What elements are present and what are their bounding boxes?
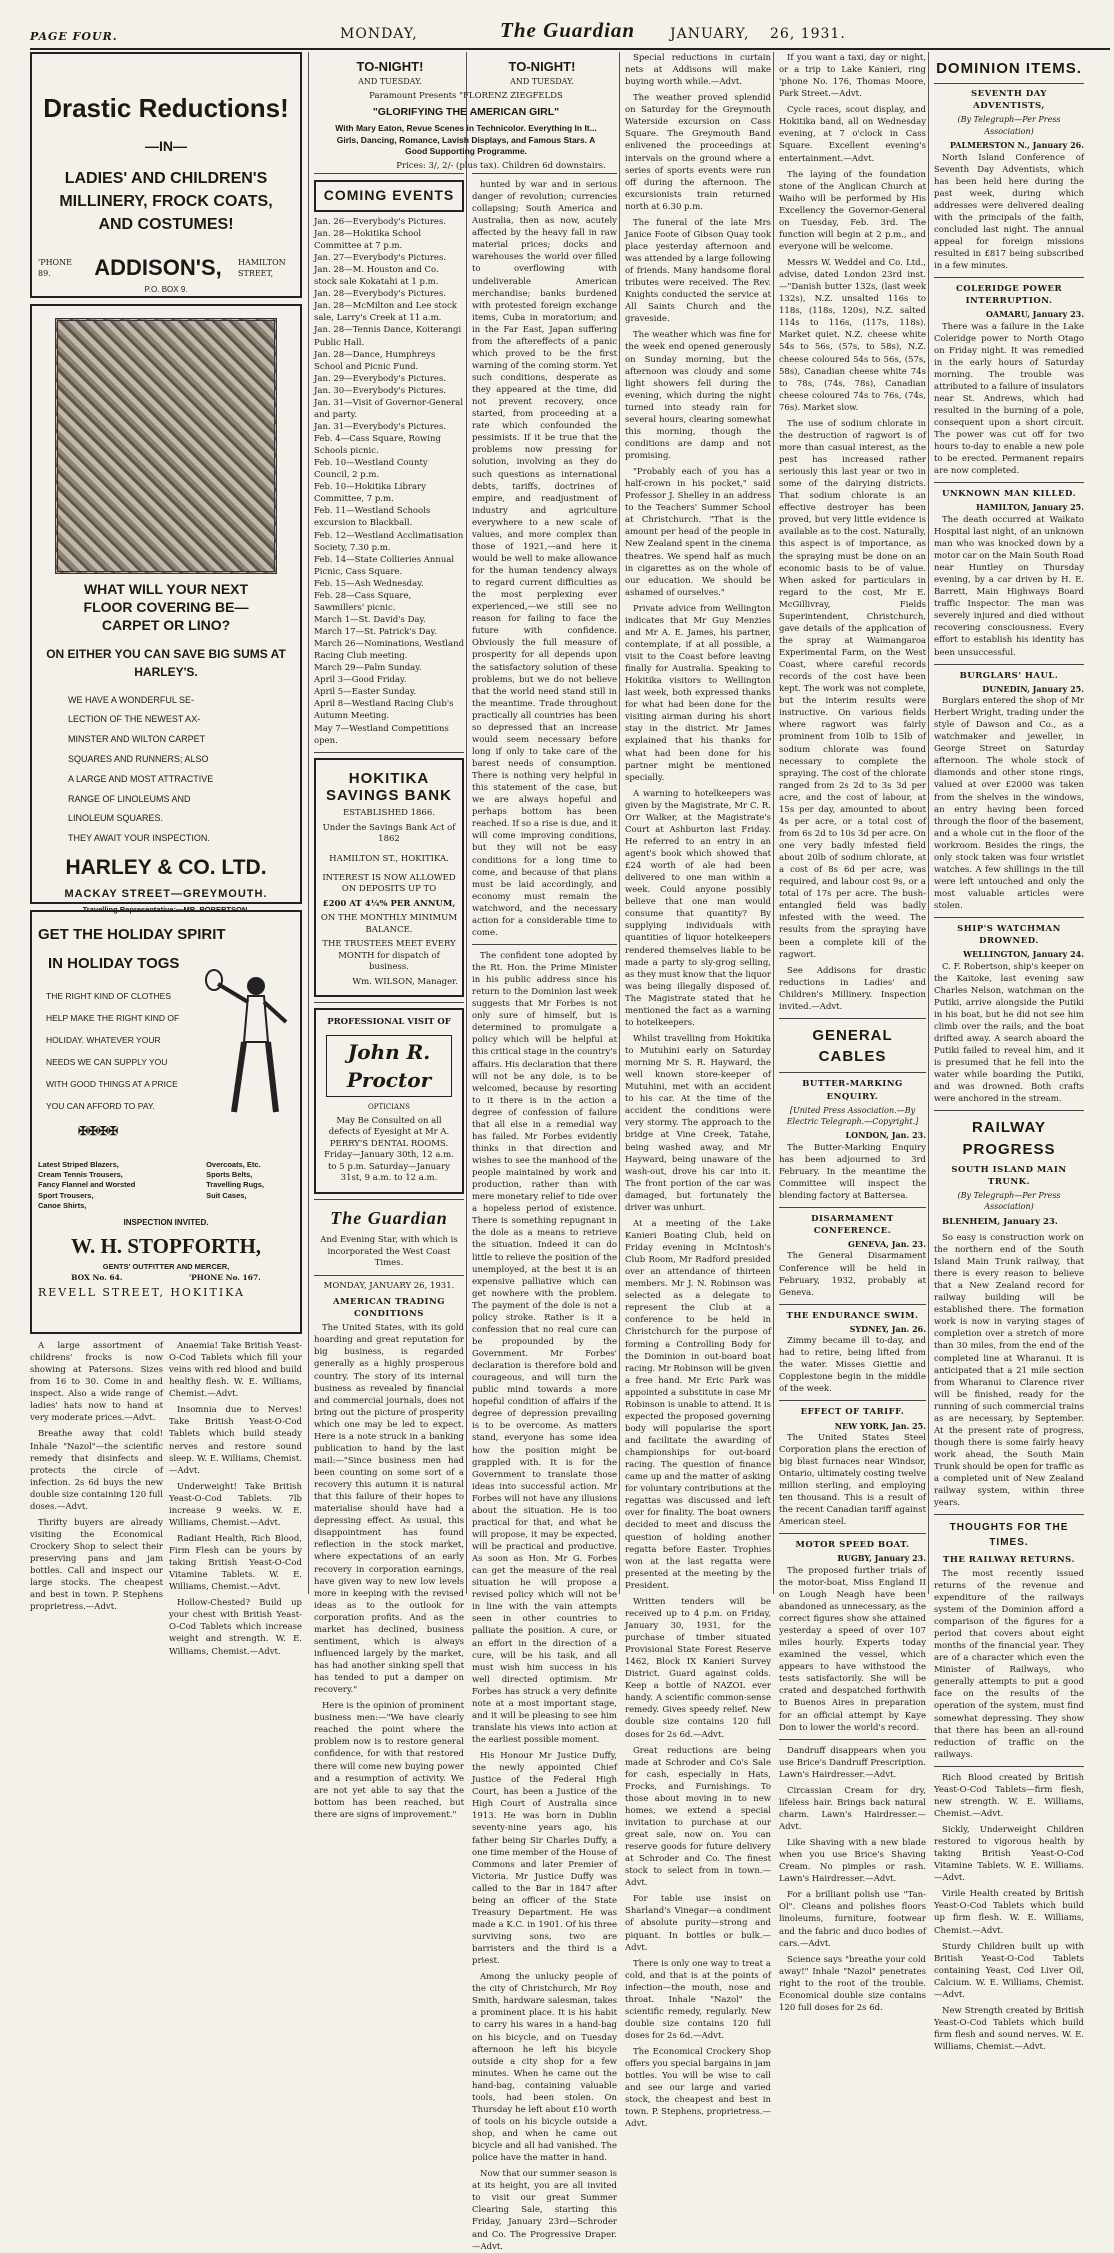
addisons-phone: 'PHONE 89. [38,257,72,278]
small-advert: Science says "breathe your cold away!" Inhale "Nazol" penetrates right to the root of the trouble. Economical double size contains 120 full doses for 2s 6d. [779,1954,926,2013]
news-item-dateline: OAMARU, January 23. [985,309,1084,320]
column-rule [773,52,774,1594]
stopforth-contacts [38,1273,294,1284]
bank-established: ESTABLISHED 1866. [343,808,435,819]
event-item: Jan. 26—Everybody's Pictures. [314,216,447,227]
event-item: March 29—Palm Sunday. [314,663,422,674]
harley-name: HARLEY & CO. LTD. [65,855,267,879]
stopforth-list-item: Suit Cases, [206,1190,247,1200]
column-local-news [625,52,771,2130]
news-item-text: C. F. Robertson, ship's keeper on the Kaitoke, last evening saw Charles Nelson, watchman on the Putiki, arrive alongside the Putiki in his boat, but he did not see him climb over the rails, and the boat drifted away. A search aboard the Putiki failed to reveal him, and it is presumed that he fell into the water while boarding the Putiki, and was drowned. Both crafts were anchored in the stream. [934,961,1084,1105]
small-advert: Dandruff disappears when you use Brice's Dandruff Prescription. Lawn's Hairdresser.—Advt. [779,1745,926,1780]
tonight-right: TO-NIGHT! [508,59,576,74]
col6-advts [934,1772,1084,2053]
tonight-prices: Prices: 3/, 2/- (plus tax). Children 6d downstairs. [396,160,606,171]
small-advert: For a brilliant polish use "Tan-Ol". Cleans and polishes floors linoleums, furniture, footwear and the fabric and duco bodies of cars.—Advt. [779,1890,926,1949]
tonight-heads [314,58,618,76]
event-item: Jan. 28—McMilton and Lee stock sale, Larry's Creek at 11 a.m. [314,301,457,324]
small-advert: Insomnia due to Nerves! Take British Yeast-O-Cod Tablets which build steady nerves and restore sound sleep. W. E. Williams, Chemist.—Advt. [169,1405,302,1476]
small-adverts-left [30,1340,163,1662]
news-item-dateline: NEW YORK, Jan. 25. [834,1420,926,1431]
news-item-head: EFFECT OF TARIFF. [800,1407,905,1418]
stopforth-h1: GET THE HOLIDAY SPIRIT [38,926,226,943]
railway-title: RAILWAY PROGRESS [962,1119,1056,1158]
event-item: Feb. 14—State Collieries Annual Picnic, Cass Square. [314,554,455,577]
leader-para: The United States, with its gold hoarding and great reputation for big business, is regarded generally as a highly prosperous country. The story of its internal business as revealed by financial and commercial journals, does not bring out the picture of prosperity which one may be led to expect. Here is a note struck in a banking publication to hand by the last mail:—"Since business men had been counting on some sort of a recovery this autumn it is natural that this failure of their hopes to materialise should have had a depressing effect. As usual, this disappointment has found reflection in the stock market, where expectations of an early recovery in corporation earnings, have given way to new low levels more in keeping with the revised ideas as to the outlook for corporation profits. And as the market has declined, business sentiment, which is always influenced largely by the market, has had another sinking spell that has tended to put a damper on recovery." [314,1323,464,1696]
harley-line: LECTION OF THE NEWEST AX- [68,714,201,725]
thoughts-title: THOUGHTS FOR THE TIMES. [949,1522,1069,1548]
stopforth-list-item: Overcoats, Etc. [206,1160,261,1170]
stopforth-phone: 'PHONE No. 167. [188,1272,261,1282]
events-list [314,216,464,747]
event-item: Feb. 10—Westland County Council, 2 p.m. [314,458,428,481]
small-advert: Underweight! Take British Yeast-O-Cod Tablets. 7lb increase 9 weeks. W. E. Williams, Chemist.—Advt. [169,1481,302,1528]
proctor-sub: OPTICIANS [368,1103,410,1112]
harley-line: RANGE OF LINOLEUMS AND [68,793,191,804]
harley-line: WE HAVE A WONDERFUL SE- [68,694,195,705]
event-item: March 1—St. David's Day. [314,614,426,625]
news-para: See Addisons for drastic reductions in Ladies' and Children's Millinery. Inspection invited.—Advt. [779,965,926,1012]
harley-line: SQUARES AND RUNNERS; ALSO [68,753,209,764]
railway-sub: SOUTH ISLAND MAIN TRUNK. [951,1164,1067,1188]
editorial-para: Among the unlucky people of the city of Christchurch, Mr Roy Smith, hardware salesman, takes a prominent place. It is his habit to carry his wares in a hand-bag on his bicycle, and on Tuesday afternoon he left his bicycle outside a city shop for a few minutes. When he came out the hand-bag, containing valuable tools, had been stolen. On Thursday he left about £10 worth of tools on his bicycle outside a shop, and when he came out bicycle and all had vanished. The police have the matter in hand. [472,1972,617,2164]
stopforth-name: W. H. STOPFORTH, [70,1234,262,1259]
stopforth-list-item: Sport Trousers, [38,1190,94,1200]
event-item: Jan. 29—Everybody's Pictures. [314,373,447,384]
small-advert: Breathe away that cold! Inhale "Nazol"—the scientific remedy that disinfects and protects the circle of infection. 2s 6d buys the new double size containing 120 full doses.—Advt. [30,1429,163,1512]
harley-lines [38,691,294,849]
proctor-advert [314,1008,464,1194]
local-news-para: The weather proved splendid on Saturday for the Greymouth Waterside excursion on Cass Square. The Greymouth Band enlivened the proceedings at intervals on the ground where a series of sports events were run off during the afternoon. The excursionists train returned north at 6.30 p.m. [625,93,771,212]
dominion-credit: (By Telegraph—Per Press Association) [957,115,1061,136]
small-advert: A large assortment of childrens' frocks is now showing at Patersons. Sizes from 16 to 30. Come in and inspect. Also a wide range of ladies' hats now to hand at very moderate prices.—Advt. [30,1341,163,1424]
event-item: Jan. 28—Everybody's Pictures. [314,289,447,300]
stopforth-lines [38,985,221,1118]
leader-headline: AMERICAN TRADING CONDITIONS [333,1297,445,1320]
event-item: Jan. 28—Dance, Humphreys School and Picnic Fund. [314,349,436,372]
local-news-para: The funeral of the late Mrs Janice Foote of Gibson Quay took place yesterday afternoon and was attended by a large following of friends. Many handsome floral tributes were received. The Rev. Knights conducted the service at All Saints Church and the graveside. [625,217,771,325]
small-advert: New Strength created by British Yeast-O-Cod Tablets which build firm flesh and sound nerves. W. E. Williams, Chemist.—Advt. [934,2005,1084,2053]
news-item-dateline: GENEVA, Jan. 23. [848,1239,926,1250]
small-advert: Hollow-Chested? Build up your chest with British Yeast-O-Cod Tablets which increase weight and strength. W. E. Williams, Chemist.—Advt. [169,1598,302,1657]
event-item: Jan. 28—M. Houston and Co. stock sale Kokatahi at 1 p.m. [314,265,439,288]
news-item-head: DISARMAMENT CONFERENCE. [811,1213,894,1237]
small-advert-block [30,1340,302,1662]
event-item: Feb. 11—Westland Schools excursion to Blackball. [314,506,431,529]
local-news-para: "Probably each of you has a half-crown in his pocket," said Professor J. Shelley in an address to the Teachers' Summer School at Christchurch. "That is the amount per head of the people in New Zealand spent in the cinema theatres. We spend half as much in cigarettes as on the whole of our education. We should be ashamed of ourselves." [625,467,771,598]
bank-rate: £200 AT 4¼% PER ANNUM, [322,898,456,909]
news-item-dateline: HAMILTON, January 25. [976,502,1084,513]
news-para: Cycle races, scout display, and Hokitika band, all on Wednesday evening, at 7 o'clock in Cass Square. Excellent evening's entertainment.—Advt. [779,105,926,164]
stopforth-line: HOLIDAY. WHATEVER YOUR [46,1034,161,1045]
column-events [314,168,465,1820]
tonight-and-left: AND TUESDAY. [358,77,422,87]
cables-credit: [United Press Association.—By Electric Telegraph.—Copyright.] [786,1105,919,1126]
column-rule [928,52,929,1594]
event-item: Feb. 12—Westland Acclimatisation Society, 7.30 p.m. [314,530,464,553]
harley-line: LINOLEUM SQUARES. [68,813,164,824]
column-rule [308,52,309,1594]
col5-advts [779,1745,926,2014]
returns-text: The most recently issued returns of the revenue and expenditure of the railways system of the Dominion afford a comparison of the figures for a period that covers about eight months of the financial year. They are of a character which even the Minister of Railways, who generally attempts to put a good face on the results of the operation of the system, must find somewhat depressing. They show that there has been an all-round reduction of traffic on the railways. [934,1568,1084,1760]
stopforth-list-item: Latest Striped Blazers, [38,1160,119,1170]
news-item-head: SHIP'S WATCHMAN DROWNED. [957,924,1061,947]
masthead-month: JANUARY, [670,26,750,42]
harley-line: THEY AWAIT YOUR INSPECTION. [68,833,210,844]
stopforth-h2: IN HOLIDAY TOGS [48,955,180,973]
cable-items [779,1130,926,1733]
event-item: April 8—Westland Racing Club's Autumn Meeting. [314,699,454,722]
stopforth-box: BOX No. 64. [71,1272,123,1282]
bank-act: Under the Savings Bank Act of 1862 [322,822,456,845]
event-item: April 5—Easter Sunday. [314,687,417,698]
bank-address: HAMILTON ST., HOKITIKA. [329,853,449,864]
small-advert: Sturdy Children built up with British Yeast-O-Cod Tablets containing Yeast, Cod Liver Oil, Calcium. W. E. Williams, Chemist.—Advt. [934,1941,1084,2000]
news-item-dateline: LONDON, Jan. 23. [845,1130,926,1141]
stopforth-line: NEEDS WE CAN SUPPLY YOU [46,1056,168,1067]
event-item: Jan. 30—Everybody's Pictures. [314,385,447,396]
stopforth-lists [38,1160,294,1211]
news-item-text: The Butter-Marking Enquiry has been adjourned to 3rd February. In the meantime the Committee will inspect the blending factory at Battersea. [779,1142,926,1201]
addisons-street: HAMILTON STREET, [238,257,286,278]
event-item: April 3—Good Friday. [314,675,407,686]
stopforth-invite: INSPECTION INVITED. [123,1217,209,1227]
dominion-title: DOMINION ITEMS. [934,58,1084,84]
addisons-footer [38,252,294,283]
bank-title: HOKITIKA SAVINGS BANK [326,769,452,804]
local-news-para: There is only one way to treat a cold, and that is at the points of infection—the mouth, nose and throat. Inhale "Nazol" the scientific remedy, regularly. New double size contains 120 full doses for 2s 6d.—Advt. [625,1958,771,2041]
tonight-cast: With Mary Eaton, Revue Scenes in Technicolor. Everything In It... Girls, Dancing, Romance, Lavish Displays, and Famous Stars. A Good Supporting Programme. [335,123,597,157]
stopforth-line: WITH GOOD THINGS AT A PRICE [46,1078,178,1089]
tonight-title: "GLORIFYING THE AMERICAN GIRL" [372,106,560,119]
dominion-items [934,140,1084,1105]
stopforth-list-item: Sports Belts, [206,1170,253,1180]
small-advert: Virile Health created by British Yeast-O-Cod Tablets which build up firm flesh. W. E. Williams, Chemist.—Advt. [934,1889,1084,1936]
local-news-para: The Economical Crockery Shop offers you special bargains in jam bottles. You will be wise to call and see our large and varied stock, the cheapest and best in town. P. Stephens, proprietress.—Advt. [625,2047,771,2130]
bank-monthly: ON THE MONTHLY MINIMUM BALANCE. [320,913,458,935]
local-news-para: Whilst travelling from Hokitika to Mutuhini early on Saturday morning Mr S. R. Hayward, the well known store-keeper of Mutuhini, met with an accident to his car. At the time of the accident the conditions were very stormy. The approach to the bridge at Vine Creek, Tatahe, being washed away, and Mr Hayward, being unaware of the wash-out, drove his car into it. The front portion of the car was damaged, but fortunately the driver was unhurt. [625,1033,771,1213]
masthead-date: 26, 1931. [770,26,846,42]
event-item: Jan. 31—Visit of Governor-General and party. [314,397,464,420]
small-advert: Rich Blood created by British Yeast-O-Cod Tablets—firm flesh, new strength. W. E. Williams, Chemist.—Advt. [934,1772,1084,1819]
event-item: March 17—St. Patrick's Day. [314,627,437,637]
news-item-head: THE ENDURANCE SWIM. [786,1310,919,1321]
news-item-dateline: PALMERSTON N., January 26. [949,140,1084,151]
harley-either: ON EITHER YOU CAN SAVE BIG SUMS AT HARLEY'S. [46,646,286,679]
stopforth-list-item: Fancy Flannel and Worsted [38,1180,136,1190]
small-advert: Sickly, Underweight Children restored to vigorous health by taking British Yeast-O-Cod Vitamine Tablets. W. E. Williams.—Advt. [934,1825,1084,1884]
local-news-para: Special reductions in curtain nets at Addisons will make buying worth while.—Advt. [625,53,771,88]
news-para: Messrs W. Weddel and Co. Ltd., advise, dated London 23rd inst.—"Danish butter 132s, (last week 132s), N.Z. unsalted 116s to 118s, (118s, 120s), N.Z. salted 114s to 116s, (117s, 118s). Market quiet. N.Z. cheese white 54s to 56s, (57s, to 58s), N.Z. cheese coloured 54s to 56s, (57s, 58s), Canadian cheese white 74s to 78s, (74s, 78s), Canadian cheese coloured 74s to 76s, (74s, 76s). Market slow. [779,258,926,413]
guardian-sub: And Evening Star, with which is incorporated the West Coast Times. [320,1235,458,1269]
editorial-para: His Honour Mr Justice Duffy, the newly appointed Chief Justice of the Federal High Court, has been a Justice of the High Court of Australia since 1913. He was born in Dublin seventy-nine years ago, his father being Sir Charles Duffy, a one time member of the House of Commons and later Premier of Victoria. Mr Justice Duffy was called to the Bar in 1847 after being an officer of the State Treasury Department. He was made a K.C. in 1901. Of his three surviving sons, two are barristers and the third is a priest. [472,1751,617,1967]
addisons-name: ADDISON'S, [94,255,222,281]
column-editorial [472,168,617,2252]
bank-advert [314,758,464,998]
event-item: Feb. 4—Cass Square, Rowing Schools picnic. [314,434,441,457]
proctor-body: May Be Consulted on all defects of Eyesight at Mr A. PERRY'S DENTAL ROOMS. Friday—January 30th, 12 a.m. to 5 p.m. Saturday—January 31st, 9 a.m. to 12 a.m. [324,1115,454,1184]
event-item: Jan. 28—Hokitika School Committee at 7 p.m. [314,228,422,251]
column-rule [619,52,620,1594]
column-cables [779,52,926,2013]
masthead [30,8,1110,50]
masthead-day: MONDAY, [340,26,418,42]
stopforth-stars: ✠✠✠✠ [78,1124,119,1139]
stopforth-list-item: Canoe Shirts, [38,1200,87,1210]
news-item-dateline: SYDNEY, Jan. 26. [849,1323,926,1334]
local-news-para: Private advice from Wellington indicates that Mr Guy Menzies and Mr A. E. James, his partner, contemplate, if at all possible, a visit to the Coast before leaving finally for Australia. Speaking to Hokitika visitors to Wellington last week, both expressed thanks for what had been done for the visiting airman during his short stay in the district. Mr James explained that his thanks for what had been done for his partner might be mentioned specially. [625,603,771,783]
general-cables-title: GENERAL CABLES [812,1026,893,1066]
local-news-para: Written tenders will be received up to 4 p.m. on Friday, January 30, 1931, for the purchase of timber situated Provisional State Forest Reserve 1462, Block IX Kanieri Survey District. Guard against colds. Keep a bottle of NAZOL ever handy. A scientific common-sense remedy. Gives speedy relief. New double size contains 120 full doses for 2s 6d.—Advt. [625,1596,771,1740]
event-item: May 7—Westland Competitions open. [314,723,449,746]
small-advert: Radiant Health, Rich Blood, Firm Flesh can be yours by taking British Yeast-O-Cod Vitamine Tablets. W. E. Williams, Chemist.—Advt. [169,1533,302,1593]
stopforth-list-left [38,1160,135,1211]
stopforth-advert [30,910,302,1334]
harley-advert [30,304,302,915]
returns-head: THE RAILWAY RETURNS. [943,1554,1075,1565]
news-item-text: North Island Conference of Seventh Day Adventists, which has been held here during the past week, during which addresses were delivered dealing with the principals of the faith, concluded last night. The annual appeal for foreign missions resulted in £817 being subscribed in a few minutes. [934,152,1084,272]
event-item: Feb. 10—Hokitika Library Committee, 7 p.m. [314,482,426,505]
stopforth-street: REVELL STREET, HOKITIKA [38,1286,245,1300]
news-item-head: MOTOR SPEED BOAT. [795,1540,910,1551]
railway-credit: (By Telegraph—Per Press Association) [957,1191,1061,1212]
news-item-text: Zimmy became ill to-day, and had to retire, being lifted from the water. Misses Giettie and Copplestone begin in the middle of the week. [779,1336,926,1395]
editorial-para: The confident tone adopted by the Rt. Hon. the Prime Minister in his public address since his return to the Dominion last week suggests that Mr Forbes is not only sure of himself, but is determined to promulgate a policy which will be helpful at this critical stage in the country's affairs. His declaration that there will not be any dole, is to be welcomed, because by resorting to it there is in the action a degree of confession of failure that all else in a remedial way has failed. Mr Forbes evidently thinks in that direction and wishes to see the manhood of the people maintained by work and production, rather than with mere monetary relief to tide over a hopeless period of existence. There is something repugnant in the dole as a means to retrieve the situation. Indeed it can do little to relieve the position of the unemployed, at the best it is an expensive palliative which can get nowhere with the problem. The payment of the dole is not a policy stroke. Rather is it a confession that no real cure can be propounded by the Government. Mr Forbes' declaration is therefore bold and courageous, and will turn the public mind towards a more hopeful condition of affairs if the degree of depression prevailing is to be overcome. As matters stand, everyone has some idea how the position might be grappled with. It is for the Government to translate those ideas into successful action. Mr Forbes will not have any illusions about the situation. He is too practical for that, and what he will propose, it may be expected, will be practical and productive. As soon as Hon. Mr G. Forbes can get the measure of the real situation he will propose a revised policy which will not be in line with the vain attempts seen in other countries to palliate the position. A cure, or an effort in the direction of a cure, will be his task, and all must wish him success in his well directed optimism. Mr Forbes has struck a very definite note at a most important stage, and it will be pleasing to see him translate his views into action at the earliest possible moment. [472,950,617,1745]
news-item-text: The General Disarmament Conference will be held in February, 1932, probably at Geneva. [779,1251,926,1298]
addisons-advert [30,52,302,298]
addisons-box: P.O. BOX 9. [144,284,188,294]
news-para: The laying of the foundation stone of the Anglican Church at Waiho will be performed by His Excellency the Governor-General on Tuesday, Feb. 3rd. The function will begin at 2 p.m., and everyone will be welcome. [779,169,926,252]
event-item: Jan. 28—Tennis Dance, Koiterangi Public Hall. [314,325,462,348]
news-item-dateline: DUNEDIN, January 25. [982,683,1084,694]
stopforth-list-item: Travelling Rugs, [206,1180,264,1190]
event-item: Feb. 15—Ash Wednesday. [314,578,424,589]
stopforth-line: HELP MAKE THE RIGHT KIND OF [46,1012,180,1023]
masthead-title: The Guardian [500,18,636,42]
guardian-title: The Guardian [330,1207,448,1228]
stopforth-line: YOU CAN AFFORD TO PAY. [46,1101,155,1112]
event-item: Jan. 27—Everybody's Pictures. [314,253,447,264]
proctor-logo: John R. Proctor [326,1035,452,1098]
addisons-headline: Drastic Reductions! [43,93,289,123]
tonight-left: TO-NIGHT! [356,59,424,74]
coming-events-title: COMING EVENTS [314,180,464,212]
leader-para: Here is the opinion of prominent business men:—"We have clearly reached the point where the problem now is to restore general confidence, for with that restored there will come new buying power and a resumption of activity. We are not yet able to say that the bottom has been reached, but there are signs of improvement." [314,1701,464,1820]
small-advert: Anaemia! Take British Yeast-O-Cod Tablets which fill your veins with red blood and build healthy flesh. W. E. Williams, Chemist.—Advt. [169,1341,302,1400]
butter-head: BUTTER-MARKING ENQUIRY. [802,1079,903,1102]
editorial-para: Now that our summer season is at its height, you are all invited to visit our great Summer Clearing Sale, starting this Friday, January 23rd—Schroder and Co. The Progressive Draper.—Advt. [472,2169,617,2252]
news-item-dateline: RUGBY, January 23. [837,1553,926,1564]
news-para: If you want a taxi, day or night, or a trip to Lake Kanieri, ring 'phone No. 176, Thomas Moore, Park Street.—Advt. [779,53,926,100]
tennis-player-illustration [204,972,292,1122]
small-advert: Like Shaving with a new blade when you use Brice's Shaving Cream. No pimples or rash. Lawn's Hairdresser.—Advt. [779,1838,926,1885]
event-item: March 26—Nominations, Westland Racing Club meeting. [314,639,465,662]
guardian-date: MONDAY, JANUARY 26, 1931. [323,1280,455,1291]
news-item-text: The United States Steel Corporation plans the erection of big blast furnaces near Windsor, Ontario, ultimately costing twelve million sterling, and employing ten thousand. This is a result of the recent Canadian tariff against American steel. [779,1432,926,1528]
local-news-para: A warning to hotelkeepers was given by the Magistrate, Mr C. R. Orr Walker, at the Magistrate's Court at Ashburton last Friday. He referred to an entry in an agent's book which showed that £24 worth of ale had been delivered to one man within a week. Could anyone possibly believe that one man would consume that quantity? By supplying individuals with quantities of liquor hotelkeepers rendered themselves liable to be made a party to sly-grog selling, as they must know that the liquor was being illegally disposed of. The Magistrate stated that he mentioned the fact as a warning to hotelkeepers. [625,788,771,1028]
news-item-text: The death occurred at Waikato Hospital last night, of an unknown man who was knocked down by a motor car on the Main South Road near Huntley on Thursday evening, by a car driven by H. E. Barrett, Main Highways Board traffic Inspector. The man was severely injured and died without recovering consciousness. Every effort to establish his identity has been unsuccessful. [934,514,1084,658]
news-item-dateline: WELLINGTON, January 24. [963,949,1084,960]
small-advert: Circassian Cream for dry, lifeless hair. Brings back natural charm. Lawn's Hairdresser.—Advt. [779,1785,926,1833]
local-news-para: The weather which was fine for the week end opened generously on Sunday morning, but the afternoon was cloudy and some light showers fell during the evening, which during the night turned into steady rain for several hours, clearing somewhat this morning, though the conditions are damp and not promising. [625,330,771,461]
news-para: The use of sodium chlorate in the destruction of ragwort is of more than casual interest, as the pest has increased rather seriously this last year or two in some of the dairying districts. That sodium chlorate is an effective destroyer has been proved, but very little evidence is available as to the cost. Naturally, this aspect is of importance, as the spraying must be done on an economic basis to be of value. When asked for particulars in regard to the cost, Mr E. McGillivray, Fields Superintendent, Christchurch, gave details of the application of the spray at Waimangaroa Experimental Farm, on the West Coast, where careful records records of the cost have been kept. The work was not complete, but the interim results were instructive. On various fields where ragwort was fairly prominent from 10lb to 15lb of sodium chlorate was found necessary to complete the spraying. The cost of the chlorate ranged from 2s 2d to 3s 3d per acre, and the cost of labour, at 15s per day, amounted to about 4s per acre, or a total cost of from 6s 2d to 10s 3d per acre. On one very badly infested field about 20lb of sodium chlorate, at a cost of 8s 6d per acre, was required, and labour cost 9s, or a total of 17s per acre. The bush-entangled field was badly infested with the weed. The results from the spraying have been a complete kill of the ragwort. [779,418,926,960]
page-label: PAGE FOUR. [30,30,118,43]
addisons-in: —IN— [145,137,187,154]
stopforth-trade: GENTS' OUTFITTER AND MERCER, [102,1261,230,1271]
tonight-presents: Paramount Presents "FLORENZ ZIEGFELDS [369,90,563,101]
news-item-head: COLERIDGE POWER INTERRUPTION. [955,284,1063,307]
small-adverts-right [169,1340,302,1662]
local-news-para: Great reductions are being made at Schroder and Co's Sale for cash, especially in Hats, Frocks, and Furnishings. To those about moving in to new homes, we extend a special invitation to purchase at our great sale, now on. You can reserve goods for future delivery at Schroder and Co. The finest stock to select from in town.—Advt. [625,1745,771,1889]
col5-paras [779,52,926,1013]
harley-address: MACKAY STREET—GREYMOUTH. [64,887,268,900]
tonight-and-right: AND TUESDAY. [510,77,574,87]
railway-dateline: BLENHEIM, January 23. [942,1216,1058,1227]
tonight-and [314,76,618,87]
bank-manager: Wm. WILSON, Manager. [352,976,458,987]
harley-question: WHAT WILL YOUR NEXT FLOOR COVERING BE—CARPET OR LINO? [83,581,249,634]
news-item-text: There was a failure in the Lake Coleridge power to North Otago on Friday night. It was remedied in the early hours of Saturday morning. The trouble was attributed to a failure of insulators near St. Andrews, which had resulted in the burning of a pole, consequent upon a short circuit. The power was cut off for two hours to-day to enable a new pole to be erected. Permanent repairs are now completed. [934,321,1084,477]
railway-text: So easy is construction work on the northern end of the South Island Main Trunk railway, that there is every reason to believe that a New Zealand record for railway building will be established there. The formation work is now in varying stages of completion over a stretch of more than 30 miles, from the end of the completed line at Wharanui. It is anticipated that a 21 mile section from Wharanui to Clarence river will be finished, ready for the running of such commercial trains as are necessary, by September. At the present rate of progress, though there is some fairly heavy work ahead, the South Main Trunk should be open for traffic as a completed unit of New Zealand railway system, within three years. [934,1232,1084,1509]
local-news-para: For table use insist on Sharland's Vinegar—a condiment of absolute purity—strong and piquant. In bottles or bulk.—Advt. [625,1894,771,1953]
harley-line: A LARGE AND MOST ATTRACTIVE [68,773,214,784]
local-news-para: At a meeting of the Lake Kanieri Boating Club, held on Friday evening in McIntosh's Club Room, Mr Radford presided over an attendance of thirteen members. Mr J. N. Robinson was selected as a delegate to represent the Club at a conference to be held in Christchurch for the purpose of forming a Controlling Body for the Dominion in out-board boat racing. Mr Robinson will be given a free hand. Mr Eric Park was appointed a substitute in case Mr Robinson is unable to attend. It is expected the proposed governing body will popularise the sport and facilitate the awarding of championships for out-board racing. The question of finance came up and the matter of asking for voluntary contributions at the regattas was discussed and left over for finality. The boat owners decided to meet and discuss the question of holding another regatta before Easter. Trophies won at the last regatta were presented at the meeting by the President. [625,1218,771,1591]
addisons-body: LADIES' AND CHILDREN'S MILLINERY, FROCK COATS, AND COSTUMES! [59,169,273,234]
proctor-head: PROFESSIONAL VISIT OF [327,1017,451,1028]
news-item-head: BURGLARS' HAUL. [959,670,1059,681]
bank-interest: INTEREST IS NOW ALLOWED ON DEPOSITS UP TO [322,873,456,895]
stopforth-list-item: Cream Tennis Trousers, [38,1170,123,1180]
event-item: Feb. 28—Cass Square, Sawmillers' picnic. [314,590,412,613]
column-adverts [30,52,302,1657]
news-item-text: The proposed further trials of the motor-boat, Miss England II on Lough Neagh have been abandoned as unnecessary, as the correct figures show she attained yesterday a speed of over 107 miles hourly. Experts today examined the vessel, which appears to have withstood the tests satisfactorily. She will be crated and despatched forthwith to Buenos Aires in preparation for an official attempt by Kaye Don to lower the world's record. [779,1565,926,1733]
event-item: Jan. 31—Everybody's Pictures. [314,421,447,432]
bank-trustees: THE TRUSTEES MEET EVERY MONTH for dispatch of business. [322,939,456,973]
column-dominion [934,52,1084,2053]
small-advert: Thrifty buyers are already visiting the Economical Crockery Shop to select their preserving pans and jam bottles. Call and inspect our large stocks. The cheapest and best in town. P. Stephens proprietress.—Advt. [30,1517,163,1613]
news-item-text: Burglars entered the shop of Mr Herbert Wright, trading under the style of Dawson and Co., as a watchmaker and jeweller, in George Street on Saturday afternoon. The whole stock of diamonds and other stone rings, valued at over £2000 was taken from the shelves in the windows, an entry having been forced through the floor of the basement, and a whole cut in the floor of the workroom. Besides the rings, the only stock taken was four wristlet watches. A few shillings in the till were left untouched and only the most valuable articles were stolen. [934,696,1084,912]
stopforth-list-right [206,1160,294,1211]
sda-head: SEVENTH DAY ADVENTISTS, [971,89,1047,112]
news-item-head: UNKNOWN MAN KILLED. [941,489,1077,500]
leader-continued: hunted by war and in serious danger of revolution; currencies collapsing; South America and Australia, then as now, acutely affected by the heavy fall in raw material prices; docks and warehouses the world over filled to overflowing with undeliverable American merchandise; banks burdened with protested foreign exchange items, Cuba in moratorium; and in the Far East, Japan suffering from the aftereffects of a panic which proved to be the first warning of the coming storm. Yet such conditions, desperate as they appeared at the time, did not prevent recovery, once started, from proceeding at a rate which confounded the pessimists. If it be true that the problems now pressing for solution, involving as they do such questions as international debts, tariffs, doctrines of empire, and readjustment of industry and agriculture everywhere to a new scale of values, and more complex than those of 1921,—and here it would be well to make allowance for the human tendency always to regard current difficulties as the most perplexing ever experienced,—we still see no reason for failing to face the future with confidence. Obviously the full measure of prosperity for all depends upon the satisfactory solution of these problems, but we do not believe that the world need stand still in the meantime. Trade throughout practically all countries has been so depressed that an increase would seem necessary before long if only to take care of the barest needs of consumption. There is nothing very helpful in this statement of the case, but we are always hopeful and perhaps bottom has been reached. If so a rise is due, and it will come improving conditions, but they will not be easy conditions for a long time to come, and because of that plans must be laid accordingly, and economy must remain the watchword, and the necessary action for a considerable time to come. [472,180,617,938]
stopforth-line: THE RIGHT KIND OF CLOTHES [46,990,171,1001]
harley-rep: Travelling Representative:—MR. ROBERTSON. [82,905,250,915]
harley-line: MINSTER AND WILTON CARPET [68,734,206,745]
carpet-illustration [55,318,276,574]
